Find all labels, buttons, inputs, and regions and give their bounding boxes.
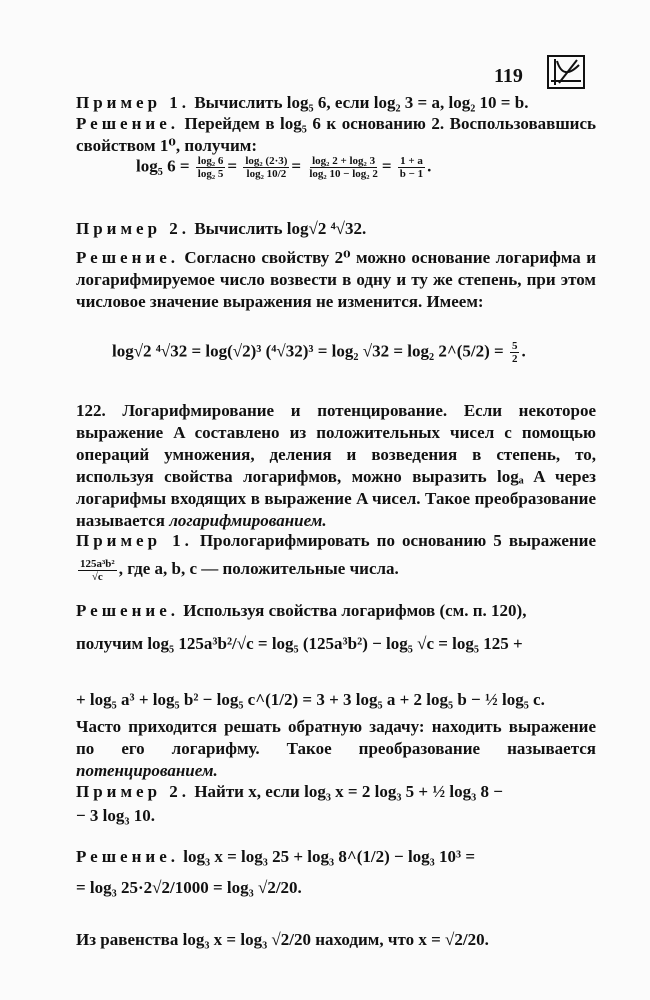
example4-task-line1: Найти x, если log₃ x = 2 log₃ 5 + ½ log₃ 8 − (194, 782, 503, 801)
example4-final: Из равенства log₃ x = log₃ √2/20 находим, что x = √2/20. (76, 930, 489, 949)
example1-frac-2 (243, 155, 289, 180)
example4-title: Пример 2. (76, 782, 191, 801)
example4-solution-label: Решение. (76, 847, 179, 866)
example3-expr-num: 125a³b² (80, 557, 115, 570)
example3-line2: + log₅ a³ + log₅ b² − log₅ c^(1/2) = 3 + 3 log₅ a + 2 log₅ b − ½ log₅ c. (76, 690, 545, 709)
example2-result (510, 340, 520, 365)
example1-task (76, 92, 596, 114)
example4-task-line2: − 3 log₃ 10. (76, 806, 156, 825)
example4-sol-line2: = log₃ 25·2√2/1000 = log₃ √2/20. (76, 878, 302, 897)
frac1-den: log₂ 5 (197, 168, 224, 180)
section-122 (76, 400, 596, 532)
example3-solution (76, 600, 596, 622)
section-122-term: логарифмированием. (169, 511, 327, 530)
example1-solution (76, 113, 596, 157)
example3-line1: получим log₅ 125a³b²/√c = log₅ (125a³b²) − log₅ √c = log₅ 125 + (76, 634, 523, 653)
example2-formula: log√2 ⁴√32 = log(√2)³ (⁴√32)³ = log₂ √32 = log₂ 2^(5/2) = $\frac{5}{2}$ . (112, 340, 526, 365)
example3-task-b: , где a, b, c — положительные числа. (118, 559, 399, 578)
example2-result-num: 5 (511, 340, 518, 352)
example1-solution-text: Перейдем в log₅ 6 к основанию 2. Воспользовавшись свойством 1⁰, получим: (76, 114, 597, 155)
example3-title: Пример 1. (76, 531, 193, 550)
example1-frac-3 (307, 155, 379, 180)
example2-formula-text: log√2 ⁴√32 = log(√2)³ (⁴√32)³ = log₂ √32 = log₂ 2^(5/2) = (112, 341, 504, 361)
example3-expression (78, 558, 117, 583)
example1-title: Пример 1. (76, 93, 191, 112)
example3-solution-text: Используя свойства логарифмов (см. п. 120), (183, 601, 527, 620)
frac4-den: b − 1 (399, 168, 424, 180)
frac4-num: 1 + a (400, 155, 423, 167)
example1-solution-label: Решение. (76, 114, 179, 133)
page-number: 119 (494, 65, 523, 87)
example3-note (76, 716, 596, 782)
section-122-text: Если некоторое выражение A составлено из положительных чисел с помощью операций умножения, деления и возведения в степень, то, используя свойства логарифмов, можно выразить logₐ A через логарифмы входящих в выражение A чисел. Такое преобразование называется (76, 401, 596, 530)
example3-term: потенцированием. (76, 761, 218, 780)
section-122-heading: 122. Логарифмирование и потенцирование. (76, 401, 448, 420)
example2-solution (76, 247, 596, 313)
example3-note-text: Часто приходится решать обратную задачу: находить выражение по его логарифму. Такое преобразование называется (76, 717, 596, 758)
frac3-num: log₂ 2 + log₂ 3 (312, 155, 376, 167)
example2-solution-label: Решение. (76, 248, 179, 267)
example2-title: Пример 2. (76, 219, 191, 238)
frac2-num: log₂ (2·3) (245, 155, 288, 167)
frac2-den: log₂ 10/2 (246, 168, 287, 180)
example3-task (76, 527, 596, 583)
example1-frac-1 (196, 155, 226, 180)
example3-expr-den: √c (91, 570, 103, 583)
frac3-den: log₂ 10 − log₂ 2 (309, 168, 378, 180)
example1-formula: log₅ 6 = $\frac{\text{log₂ 6}}{\text{log₂ 5}}$ = $\frac{\text{log₂ (2·3)}}{\text{log₂ 10/2}}$ = $\frac{\text{log₂ 2 + log₂ 3}}{\text{log₂ 10 − log₂ 2}}$ = $\frac{1 + a}{b - 1}$ . (136, 155, 432, 180)
example3-task-a: Прологарифмировать по основанию 5 выражение (199, 531, 597, 550)
example1-formula-lhs: log₅ 6 = (136, 156, 190, 176)
example4-solution (76, 847, 475, 867)
example2-task-text: Вычислить log√2 ⁴√32. (194, 219, 367, 238)
example2-task (76, 218, 596, 240)
example1-frac-4 (398, 155, 425, 180)
example2-solution-text: Согласно свойству 2⁰ можно основание логарифма и логарифмируемое число возвести в одну и ту же степень, при этом числовое значение выражения не изменится. Имеем: (76, 248, 597, 311)
example4-sol-line1: log₃ x = log₃ 25 + log₃ 8^(1/2) − log₃ 10³ = (183, 847, 476, 866)
example3-solution-label: Решение. (76, 601, 179, 620)
example1-task-text: Вычислить log₅ 6, если log₂ 3 = a, log₂ 10 = b. (194, 93, 529, 112)
book-plot-icon (547, 55, 585, 89)
example4-task (76, 782, 503, 802)
example2-result-den: 2 (511, 353, 518, 365)
frac1-num: log₂ 6 (197, 155, 224, 167)
